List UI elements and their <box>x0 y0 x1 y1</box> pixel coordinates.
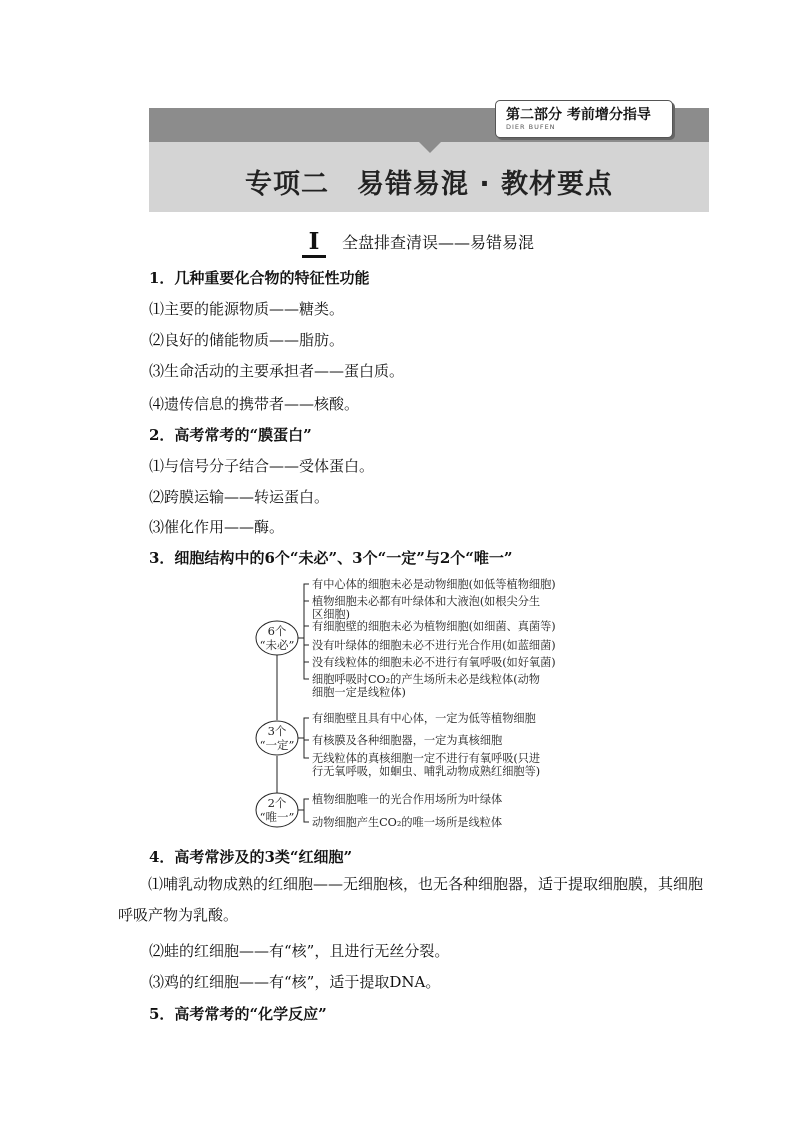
branch-text: 有核膜及各种细胞器，一定为真核细胞 <box>312 734 503 747</box>
list-item: ⑵蛙的红细胞——有“核”，且进行无丝分裂。 <box>149 942 450 960</box>
list-item: ⑵跨膜运输——转运蛋白。 <box>149 488 330 506</box>
branch-text: 细胞一定是线粒体) <box>312 686 406 699</box>
paragraph: ⑴哺乳动物成熟的红细胞——无细胞核，也无各种细胞器，适于提取细胞膜，其细胞呼吸产物为乳酸。 <box>118 875 704 924</box>
part-badge-sublabel: DIER BUFEN <box>506 123 556 131</box>
group-label: 2个 <box>267 796 287 810</box>
group-label: 3个 <box>267 724 287 738</box>
branch-text: 动物细胞产生CO₂的唯一场所是线粒体 <box>312 816 503 829</box>
heading-3: 3．细胞结构中的6个“未必”、3个“一定”与2个“唯一” <box>149 549 513 567</box>
bracket <box>304 584 309 679</box>
group-label: 6个 <box>267 624 287 638</box>
list-item: ⑶催化作用——酶。 <box>149 518 285 536</box>
heading-1: 1．几种重要化合物的特征性功能 <box>149 269 370 287</box>
section-title: 全盘排查清误——易错易混 <box>342 233 535 252</box>
bracket-ticks <box>304 601 309 662</box>
list-item: ⑷遗传信息的携带者——核酸。 <box>149 395 360 413</box>
branch-text: 有细胞壁且具有中心体，一定为低等植物细胞 <box>312 712 536 725</box>
branch-text: 没有线粒体的细胞未必不进行有氧呼吸(如好氧菌) <box>312 656 556 669</box>
heading-2: 2．高考常考的“膜蛋白” <box>149 426 312 444</box>
group-label: “未必” <box>259 638 295 652</box>
branch-text: 植物细胞未必都有叶绿体和大液泡(如根尖分生 <box>312 595 541 608</box>
branch-text: 有细胞壁的细胞未必为植物细胞(如细菌、真菌等) <box>312 620 556 633</box>
list-item: ⑴主要的能源物质——糖类。 <box>149 300 345 318</box>
group-label: “唯一” <box>259 810 295 824</box>
list-item: ⑶生命活动的主要承担者——蛋白质。 <box>149 362 405 380</box>
heading-4: 4．高考常涉及的3类“红细胞” <box>149 848 353 866</box>
branch-text: 行无氧呼吸，如蛔虫、哺乳动物成熟红细胞等) <box>312 765 541 778</box>
list-item: ⑶鸡的红细胞——有“核”，适于提取DNA。 <box>149 973 441 991</box>
branch-text: 没有叶绿体的细胞未必不进行光合作用(如蓝细菌) <box>312 639 556 652</box>
branch-text: 有中心体的细胞未必是动物细胞(如低等植物细胞) <box>312 578 556 591</box>
branch-text: 植物细胞唯一的光合作用场所为叶绿体 <box>312 793 503 806</box>
group-label: “一定” <box>259 738 295 752</box>
page-title: 专项二 易错易混 · 教材要点 <box>244 169 614 200</box>
bracket <box>304 718 309 758</box>
branch-text: 区细胞) <box>312 608 350 621</box>
branch-text: 细胞呼吸时CO₂的产生场所未必是线粒体(动物 <box>312 673 540 686</box>
part-badge-label: 第二部分 考前增分指导 <box>506 107 651 123</box>
bracket <box>304 799 309 822</box>
section-number: I <box>302 229 326 258</box>
list-item: ⑵良好的储能物质——脂肪。 <box>149 331 345 349</box>
heading-5: 5．高考常考的“化学反应” <box>149 1005 327 1023</box>
branch-text: 无线粒体的真核细胞一定不进行有氧呼吸(只进 <box>312 752 541 765</box>
list-item: ⑴与信号分子结合——受体蛋白。 <box>149 457 375 475</box>
